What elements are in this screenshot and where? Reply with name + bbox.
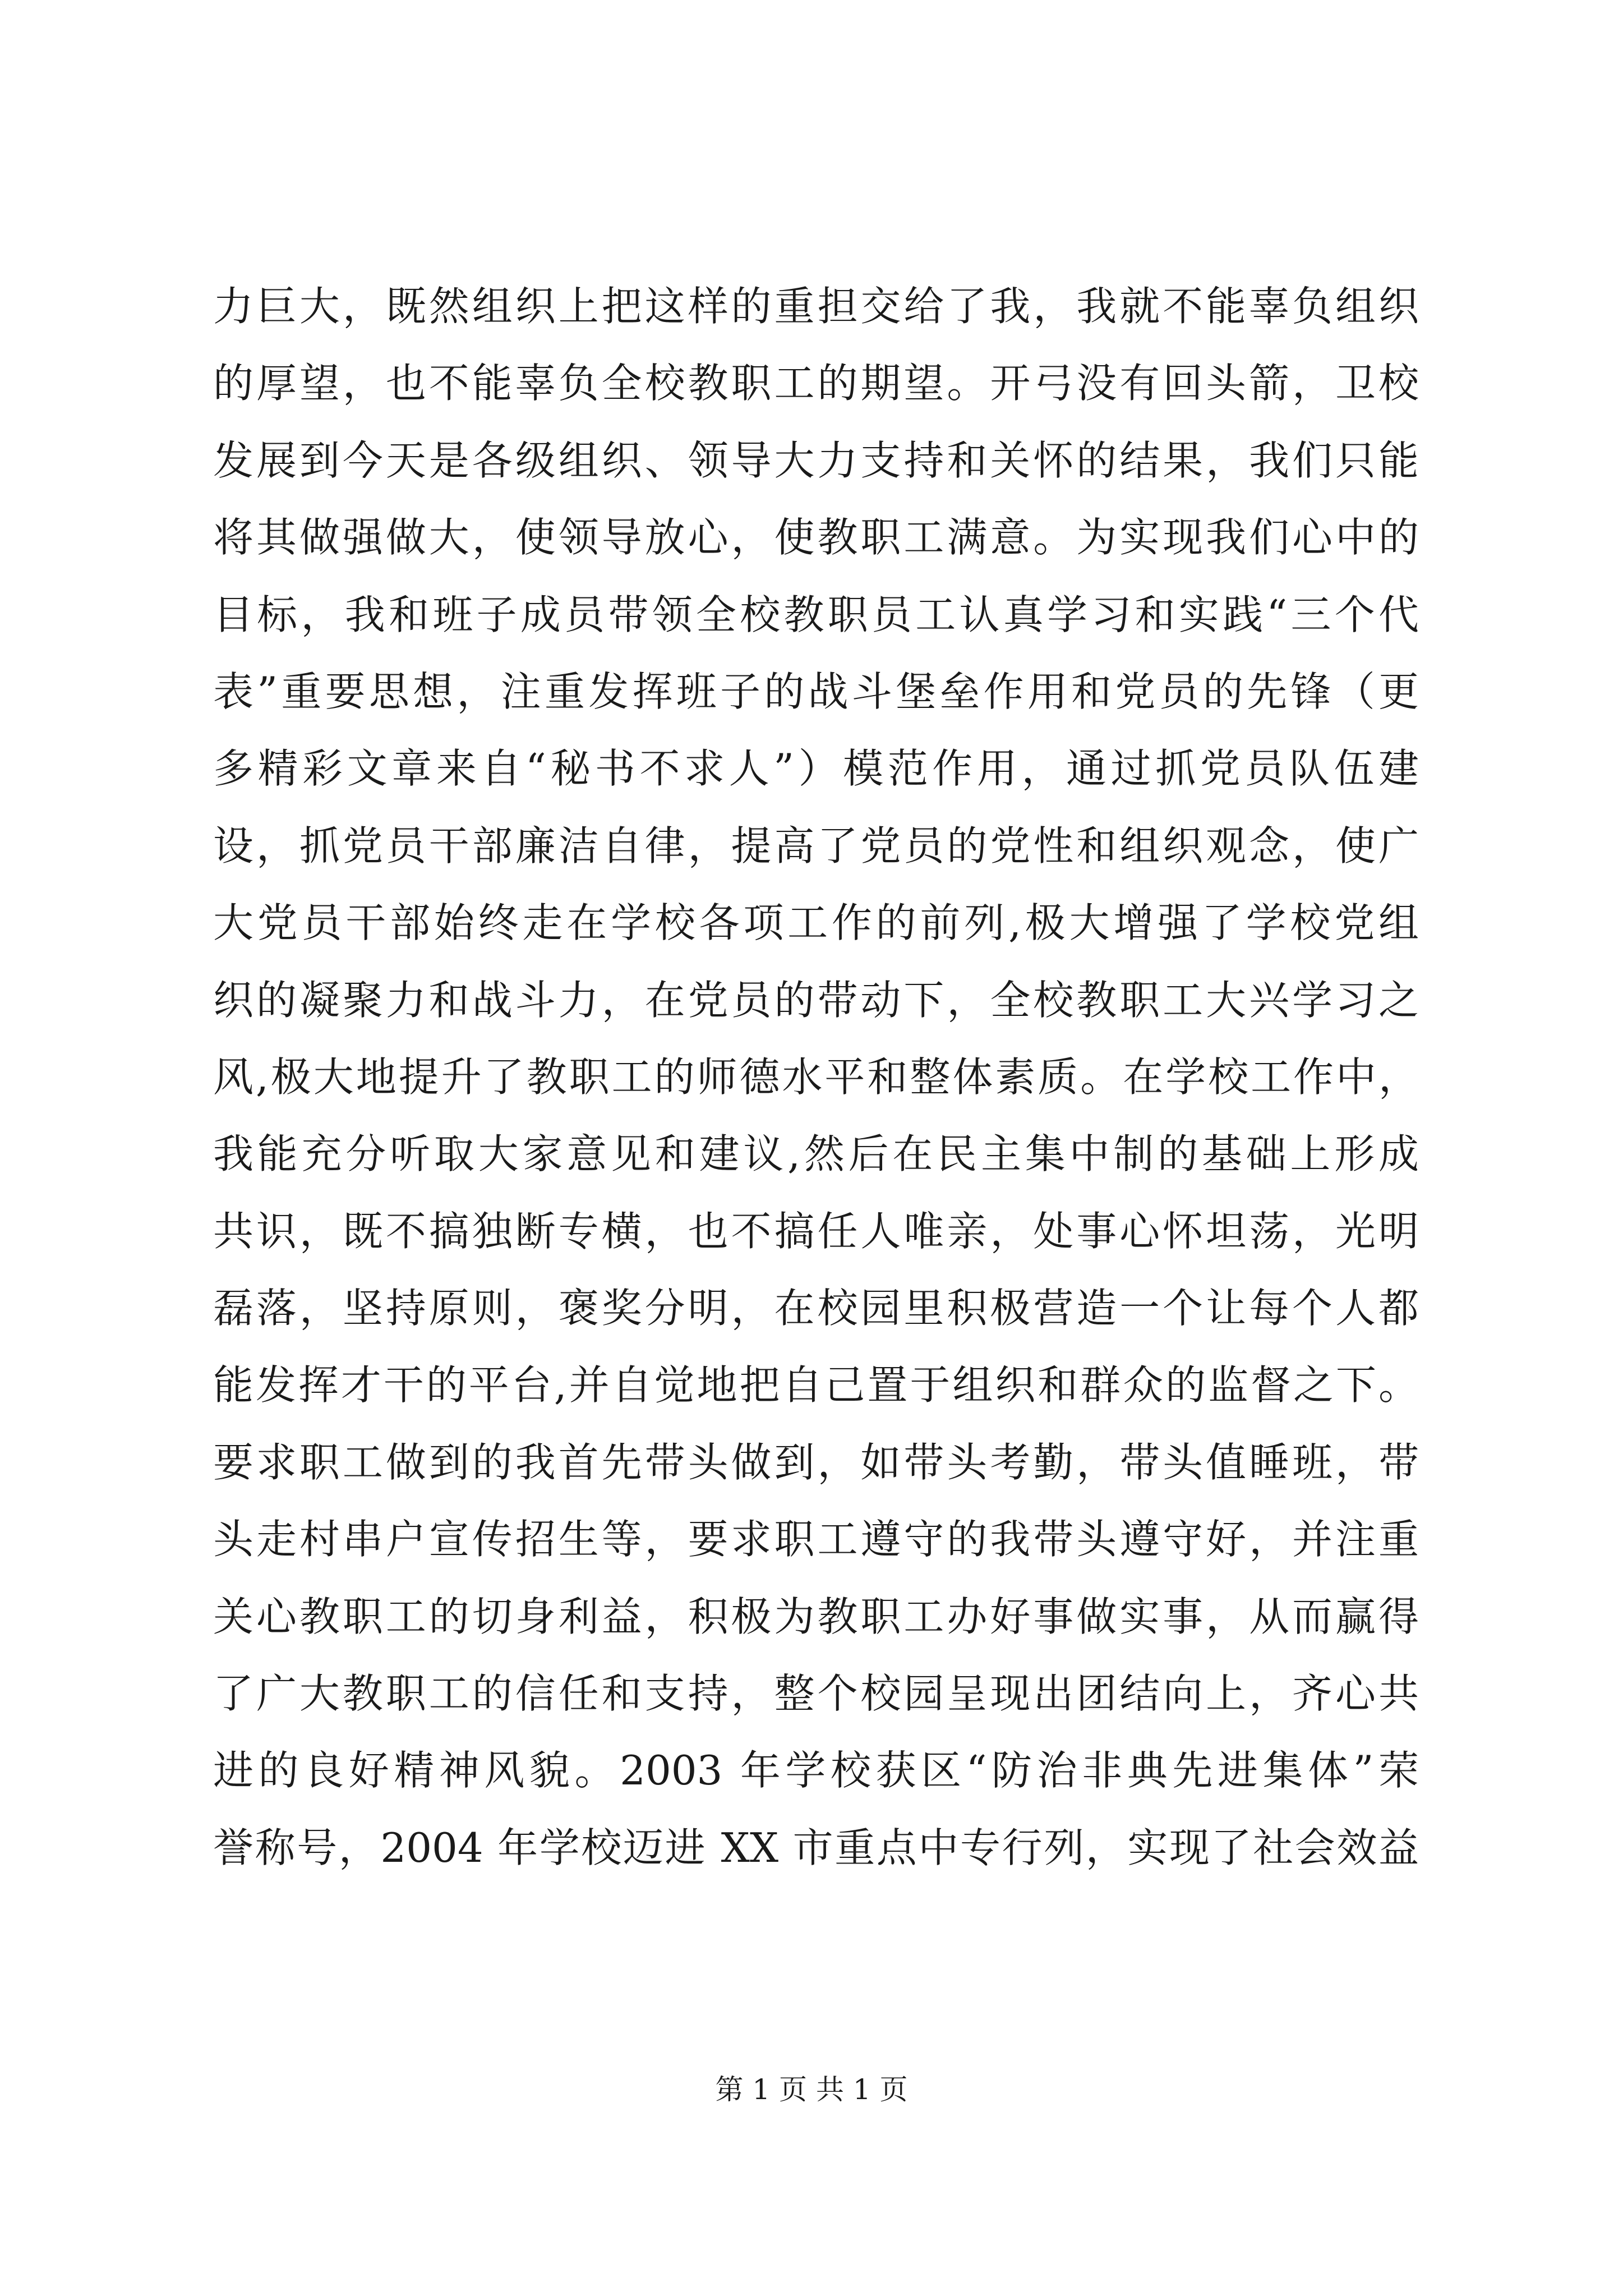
text-line: 风,极大地提升了教职工的师德水平和整体素质。在学校工作中， [213, 1053, 1419, 1101]
text-line: 共识，既不搞独断专横，也不搞任人唯亲，处事心怀坦荡，光明 [213, 1207, 1419, 1255]
body-text [213, 268, 1419, 1887]
text-line: 目标，我和班子成员带领全校教职员工认真学习和实践“三个代 [213, 591, 1419, 638]
text-line: 要求职工做到的我首先带头做到，如带头考勤，带头值睡班，带 [213, 1438, 1419, 1486]
text-line: 关心教职工的切身利益，积极为教职工办好事做实事，从而赢得 [213, 1593, 1419, 1640]
text-line: 发展到今天是各级组织、领导大力支持和关怀的结果，我们只能 [213, 436, 1419, 484]
text-line: 磊落，坚持原则，褒奖分明，在校园里积极营造一个让每个人都 [213, 1285, 1419, 1332]
text-line: 我能充分听取大家意见和建议,然后在民主集中制的基础上形成 [213, 1130, 1419, 1178]
text-line: 将其做强做大，使领导放心，使教职工满意。为实现我们心中的 [213, 514, 1419, 562]
text-line: 力巨大，既然组织上把这样的重担交给了我，我就不能辜负组织 [213, 283, 1419, 330]
text-line: 设，抓党员干部廉洁自律，提高了党员的党性和组织观念，使广 [213, 822, 1419, 869]
text-line: 进的良好精神风貌。2003 年学校获区“防治非典先进集体”荣 [213, 1747, 1419, 1795]
text-line: 多精彩文章来自“秘书不求人”）模范作用，通过抓党员队伍建 [213, 745, 1419, 793]
text-line: 的厚望，也不能辜负全校教职工的期望。开弓没有回头箭，卫校 [213, 360, 1419, 407]
text-line: 誉称号，2004 年学校迈进 XX 市重点中专行列，实现了社会效益 [213, 1824, 1419, 1871]
text-line: 头走村串户宣传招生等，要求职工遵守的我带头遵守好，并注重 [213, 1516, 1419, 1563]
text-line: 了广大教职工的信任和支持，整个校园呈现出团结向上，齐心共 [213, 1670, 1419, 1718]
text-line: 大党员干部始终走在学校各项工作的前列,极大增强了学校党组 [213, 899, 1419, 947]
text-line: 织的凝聚力和战斗力，在党员的带动下，全校教职工大兴学习之 [213, 976, 1419, 1024]
text-line: 能发挥才干的平台,并自觉地把自己置于组织和群众的监督之下。 [213, 1361, 1419, 1409]
text-line: 表”重要思想，注重发挥班子的战斗堡垒作用和党员的先锋（更 [213, 668, 1419, 715]
page-footer: 第 1 页 共 1 页 [715, 2073, 908, 2106]
